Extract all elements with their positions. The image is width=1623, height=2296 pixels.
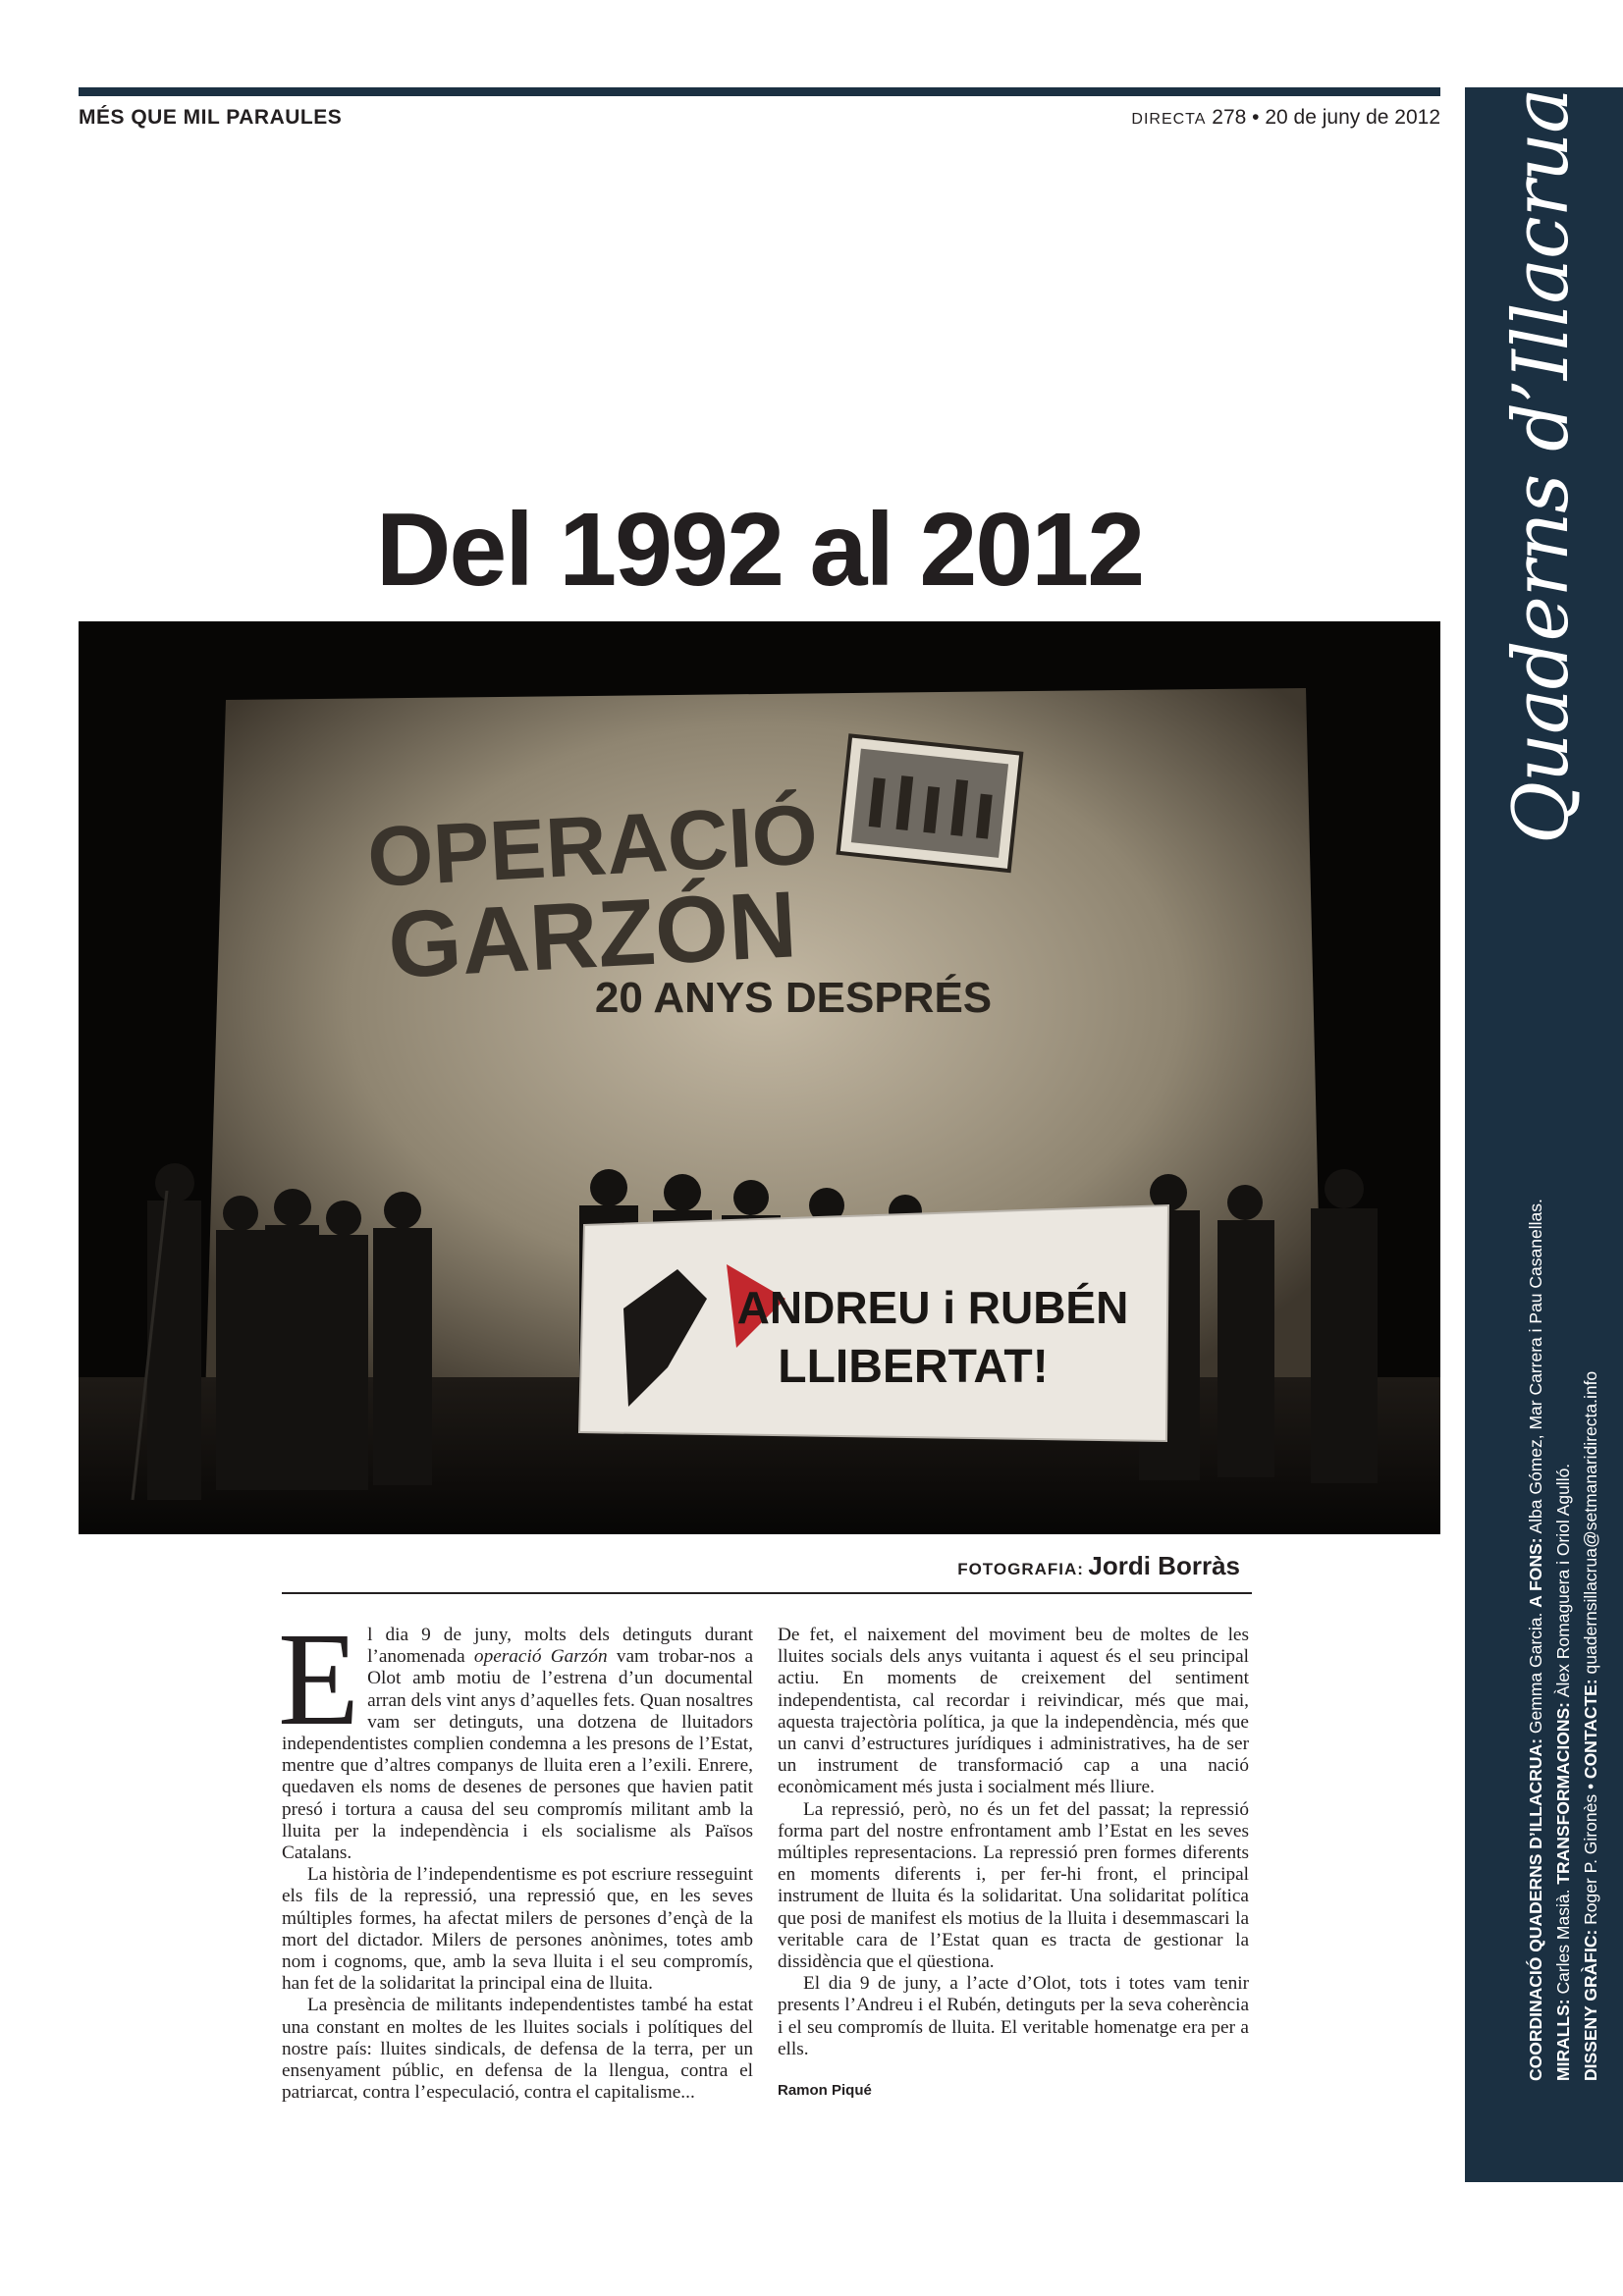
publication-name: DIRECTA [1131,111,1207,128]
screen-title-1: OPERACIÓ [364,787,821,905]
credit-value: Roger P. Gironès • [1581,1779,1600,1930]
top-rule [79,87,1440,96]
credits-line-2 [1549,1199,1577,2081]
credits-line-3 [1577,1199,1604,2081]
article-paragraph: El dia 9 de juny, a l’acte d’Olot, tots i totes vam tenir presents l’Andreu i el Rubén, detinguts per la seva coherència i el seu compromís de lluita. El veritable homenatge era per a ells. [778,1973,1249,2059]
photo-credit [957,1551,1240,1581]
credits [1522,1199,1604,2081]
photo-credit-label: FOTOGRAFIA: [957,1560,1084,1578]
section-label: MÉS QUE MIL PARAULES [79,106,343,129]
banner-line-2: LLIBERTAT! [778,1341,1049,1393]
article-paragraph: La història de l’independentisme es pot escriure resseguint els fils de la repressió, una repressió que, en les seves múltiples formes, ha afectat milers de persones d’ençà de la mort del dictador. Milers de persones anònimes, totes amb nom i cognoms, que, amb la seva lluita i el seu compromís, han fet de la solidaritat la principal eina de lluita. [282,1864,753,1995]
photo-credit-name: Jordi Borràs [1088,1551,1240,1580]
credits-line-1 [1522,1199,1549,2081]
paragraph-text: l dia 9 de juny, molts dels detinguts durant l’anomenada [367,1625,753,1668]
credit-value: Carles Masià. [1553,1884,1573,2000]
issue-date: 278 • 20 de juny de 2012 [1212,106,1440,129]
credit-label: COORDINACIÓ QUADERNS D’ILLACRUA: [1526,1737,1545,2081]
article-paragraph: La presència de militants independentistes també ha estat una constant en moltes de les lluites socials i polítiques del nostre país: lluites sindicals, de defensa de la terra, per un ensenyament públic, en defensa de la llengua, contra el patriarcat, contra l’especulació, contra el capitalisme... [282,1995,753,2104]
credit-value: Gemma Garcia. [1526,1607,1545,1738]
banner-line-1: ANDREU i RUBÉN [736,1282,1129,1333]
credit-label: A FONS: [1526,1537,1545,1608]
protest-banner [579,1205,1168,1441]
credit-label: MIRALLS: [1553,1999,1573,2081]
credit-label: TRANSFORMACIONS: [1553,1702,1573,1885]
article-column-1 [278,1606,754,2104]
screen-subtitle: 20 ANYS DESPRÉS [594,974,993,1022]
drop-cap: E [278,1606,360,1753]
credit-value: Àlex Romaguera i Oriol Agulló. [1553,1463,1573,1702]
credit-label: CONTACTE: [1581,1679,1600,1780]
article-paragraph [278,1606,754,1864]
issue-info [1131,106,1440,130]
credit-value: quadernsillacrua@setmanaridirecta.info [1581,1370,1600,1680]
article-paragraph: La repressió, però, no és un fet del passat; la repressió forma part del nostre enfrontament amb l’Estat en les seves múltiples representacions. La repressió pren formes diferents en moments diferents i, per fer-hi front, el principal instrument de lluita és la solidaritat. Una solidaritat política que posi de manifest els motius de la lluita i desemmascari la veritable cara de l’Estat quan es tracta de gestionar la dissidència que el qüestiona. [778,1798,1249,1973]
article-paragraph: De fet, el naixement del moviment beu de moltes de les lluites socials dels anys vuitanta i aquest és el seu principal actiu. En moments de creixement del sentiment independentista, cal recordar i reivindicar, més que mai, aquesta trajectòria política, ja que la independència, més que un canvi d’estructures jurídiques i administratives, ha de ser un instrument de transformació cap a una nació econòmicament més justa i socialment més lliure. [778,1625,1249,1798]
screen-title-2: GARZÓN [385,872,799,998]
credit-value: Alba Gómez, Mar Carrera i Pau Casanellas. [1526,1199,1545,1538]
event-photo [79,621,1440,1534]
credit-label: DISSENY GRÀFIC: [1581,1929,1600,2081]
paragraph-text: vam trobar-nos a Olot amb motiu de l’estrena d’un documental arran dels vint anys d’aquelles fets. Quan nosaltres vam ser detinguts, una dotzena de lluitadors independentistes complien condemna a les presons de l’Estat, mentre que d’altres companys de lluita eren a l’exili. Enrere, quedaven els noms de desenes de persones que havien patit presó i tortura a causa del seu compromís militant amb la lluita per la independència i els socialisme als Països Catalans. [282,1646,754,1864]
article-column-2 [778,1625,1249,2102]
headline: Del 1992 al 2012 [375,492,1144,608]
screen-photo-icon [839,735,1022,871]
sidebar-title: Quaderns d’Illacrua [1497,88,1586,844]
article-rule [282,1592,1252,1594]
photo-illustration [79,621,1440,1534]
paragraph-emphasis: operació Garzón [473,1646,608,1668]
author-name: Ramon Piqué [778,2082,872,2100]
